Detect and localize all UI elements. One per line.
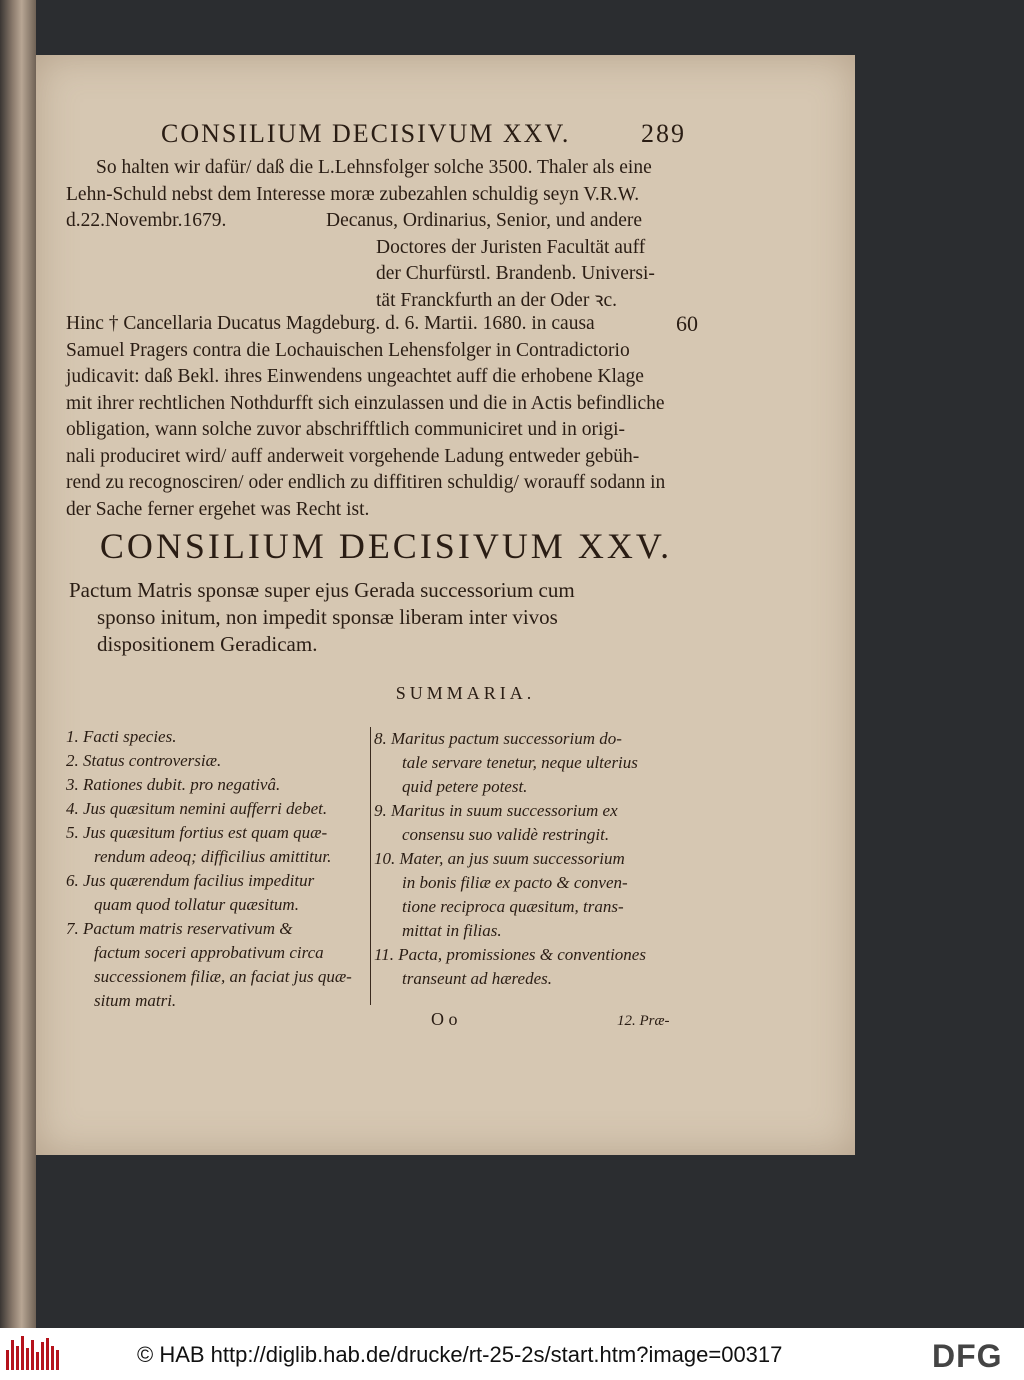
summary-item-continuation: quid petere potest. (402, 777, 528, 796)
running-header (161, 119, 686, 151)
hab-logo-icon[interactable] (6, 1336, 62, 1370)
summary-item: 4. Jus quæsitum nemini aufferri debet. (66, 799, 328, 818)
rubric-line: Pactum Matris sponsæ super ejus Gerada successorium cum (69, 578, 575, 602)
hinc-line: rend zu recognosciren/ oder endlich zu diffitiren schuldig/ worauff sodann in (66, 472, 666, 493)
summary-item-continuation: rendum adeoq; difficilius amittitur. (94, 847, 332, 866)
margin-note-number: 60 (676, 311, 698, 336)
signature-line: tät Franckfurth an der Oder ꝛc. (376, 289, 617, 311)
summary-item-continuation: successionem filiæ, an faciat jus quæ- (94, 967, 352, 986)
column-divider (370, 727, 371, 1005)
rubric-line: dispositionem Geradicam. (97, 632, 318, 656)
hinc-line: judicavit: daß Bekl. ihres Einwendens ungeachtet auff die erhobene Klage (66, 366, 644, 387)
summary-item: 10. Mater, an jus suum successorium (374, 849, 625, 868)
section-title: CONSILIUM DECISIVUM XXV. (99, 526, 673, 566)
summary-item: 6. Jus quærendum facilius impeditur (66, 871, 315, 890)
summaria-heading: SUMMARIA. (395, 683, 536, 703)
summary-item-continuation: quam quod tollatur quæsitum. (94, 895, 299, 914)
verdict-line: So halten wir dafür/ daß die L.Lehnsfolger solche 3500. Thaler als eine (96, 157, 652, 178)
summary-item: 1. Facti species. (66, 727, 177, 746)
summary-item-continuation: tione reciproca quæsitum, trans- (402, 897, 624, 916)
hinc-line: obligation, wann solche zuvor abschrifftlich communiciret und in origi- (66, 419, 626, 440)
hinc-paragraph (66, 311, 686, 523)
verdict-paragraph (66, 155, 686, 208)
signature-mark: O o (431, 1009, 458, 1029)
hinc-line: Samuel Pragers contra die Lochauischen Lehensfolger in Contradictorio (66, 339, 630, 361)
summary-item: 9. Maritus in suum successorium ex (374, 801, 618, 820)
book-page (36, 55, 855, 1155)
dfg-logo-icon[interactable]: DFG (932, 1338, 1003, 1374)
hinc-line: mit ihrer rechtlichen Nothdurfft sich einzulassen und die in Actis befindliche (66, 392, 665, 414)
verdict-line: Lehn-Schuld nebst dem Interesse moræ zubezahlen schuldig seyn V.R.W. (66, 183, 640, 205)
summary-item-continuation: situm matri. (94, 991, 177, 1010)
summary-item: 3. Rationes dubit. pro negativâ. (66, 775, 281, 794)
section-rubric (69, 577, 689, 658)
hinc-line: der Sache ferner ergehet was Recht ist. (66, 498, 370, 520)
page-number: 289 (641, 119, 686, 148)
hinc-line: nali produciret wird/ auff anderweit vorgehende Ladung entweder gebüh- (66, 445, 640, 467)
signature-line: Doctores der Juristen Facultät auff (376, 236, 646, 258)
running-title: CONSILIUM DECISIVUM XXV. (161, 119, 571, 148)
summary-item-continuation: transeunt ad hæredes. (402, 969, 553, 988)
summary-item: 8. Maritus pactum successorium do- (374, 729, 622, 748)
summary-item-continuation: tale servare tenetur, neque ulterius (402, 753, 638, 772)
summaria-left-column (66, 725, 376, 1013)
signature-line: Decanus, Ordinarius, Senior, und andere (326, 210, 642, 231)
summary-item: 11. Pacta, promissiones & conventiones (374, 945, 646, 964)
signature-line: der Churfürstl. Brandenb. Universi- (376, 263, 655, 284)
rubric-line: sponso initum, non impedit sponsæ liberam inter vivos (97, 605, 558, 629)
catchword: 12. Præ- (617, 1013, 670, 1029)
summary-item-continuation: in bonis filiæ ex pacto & conven- (402, 873, 628, 892)
summary-item: 5. Jus quæsitum fortius est quam quæ- (66, 823, 328, 842)
hinc-line: Hinc † Cancellaria Ducatus Magdeburg. d. 6. Martii. 1680. in causa (66, 313, 595, 334)
summaria-right-column (374, 727, 679, 991)
summary-item-continuation: consensu suo validè restringit. (402, 825, 610, 844)
verdict-date: d.22.Novembr.1679. (66, 210, 227, 231)
adjacent-page-edge (0, 0, 36, 1328)
summary-item-continuation: factum soceri approbativum circa (94, 943, 324, 962)
signature-block (326, 208, 686, 314)
summary-item-continuation: mittat in filias. (402, 921, 502, 940)
summary-item: 2. Status controversiæ. (66, 751, 222, 770)
summary-item: 7. Pactum matris reservativum & (66, 919, 293, 938)
copyright-link[interactable]: © HAB http://diglib.hab.de/drucke/rt-25-2s/start.htm?image=00317 (137, 1342, 783, 1367)
